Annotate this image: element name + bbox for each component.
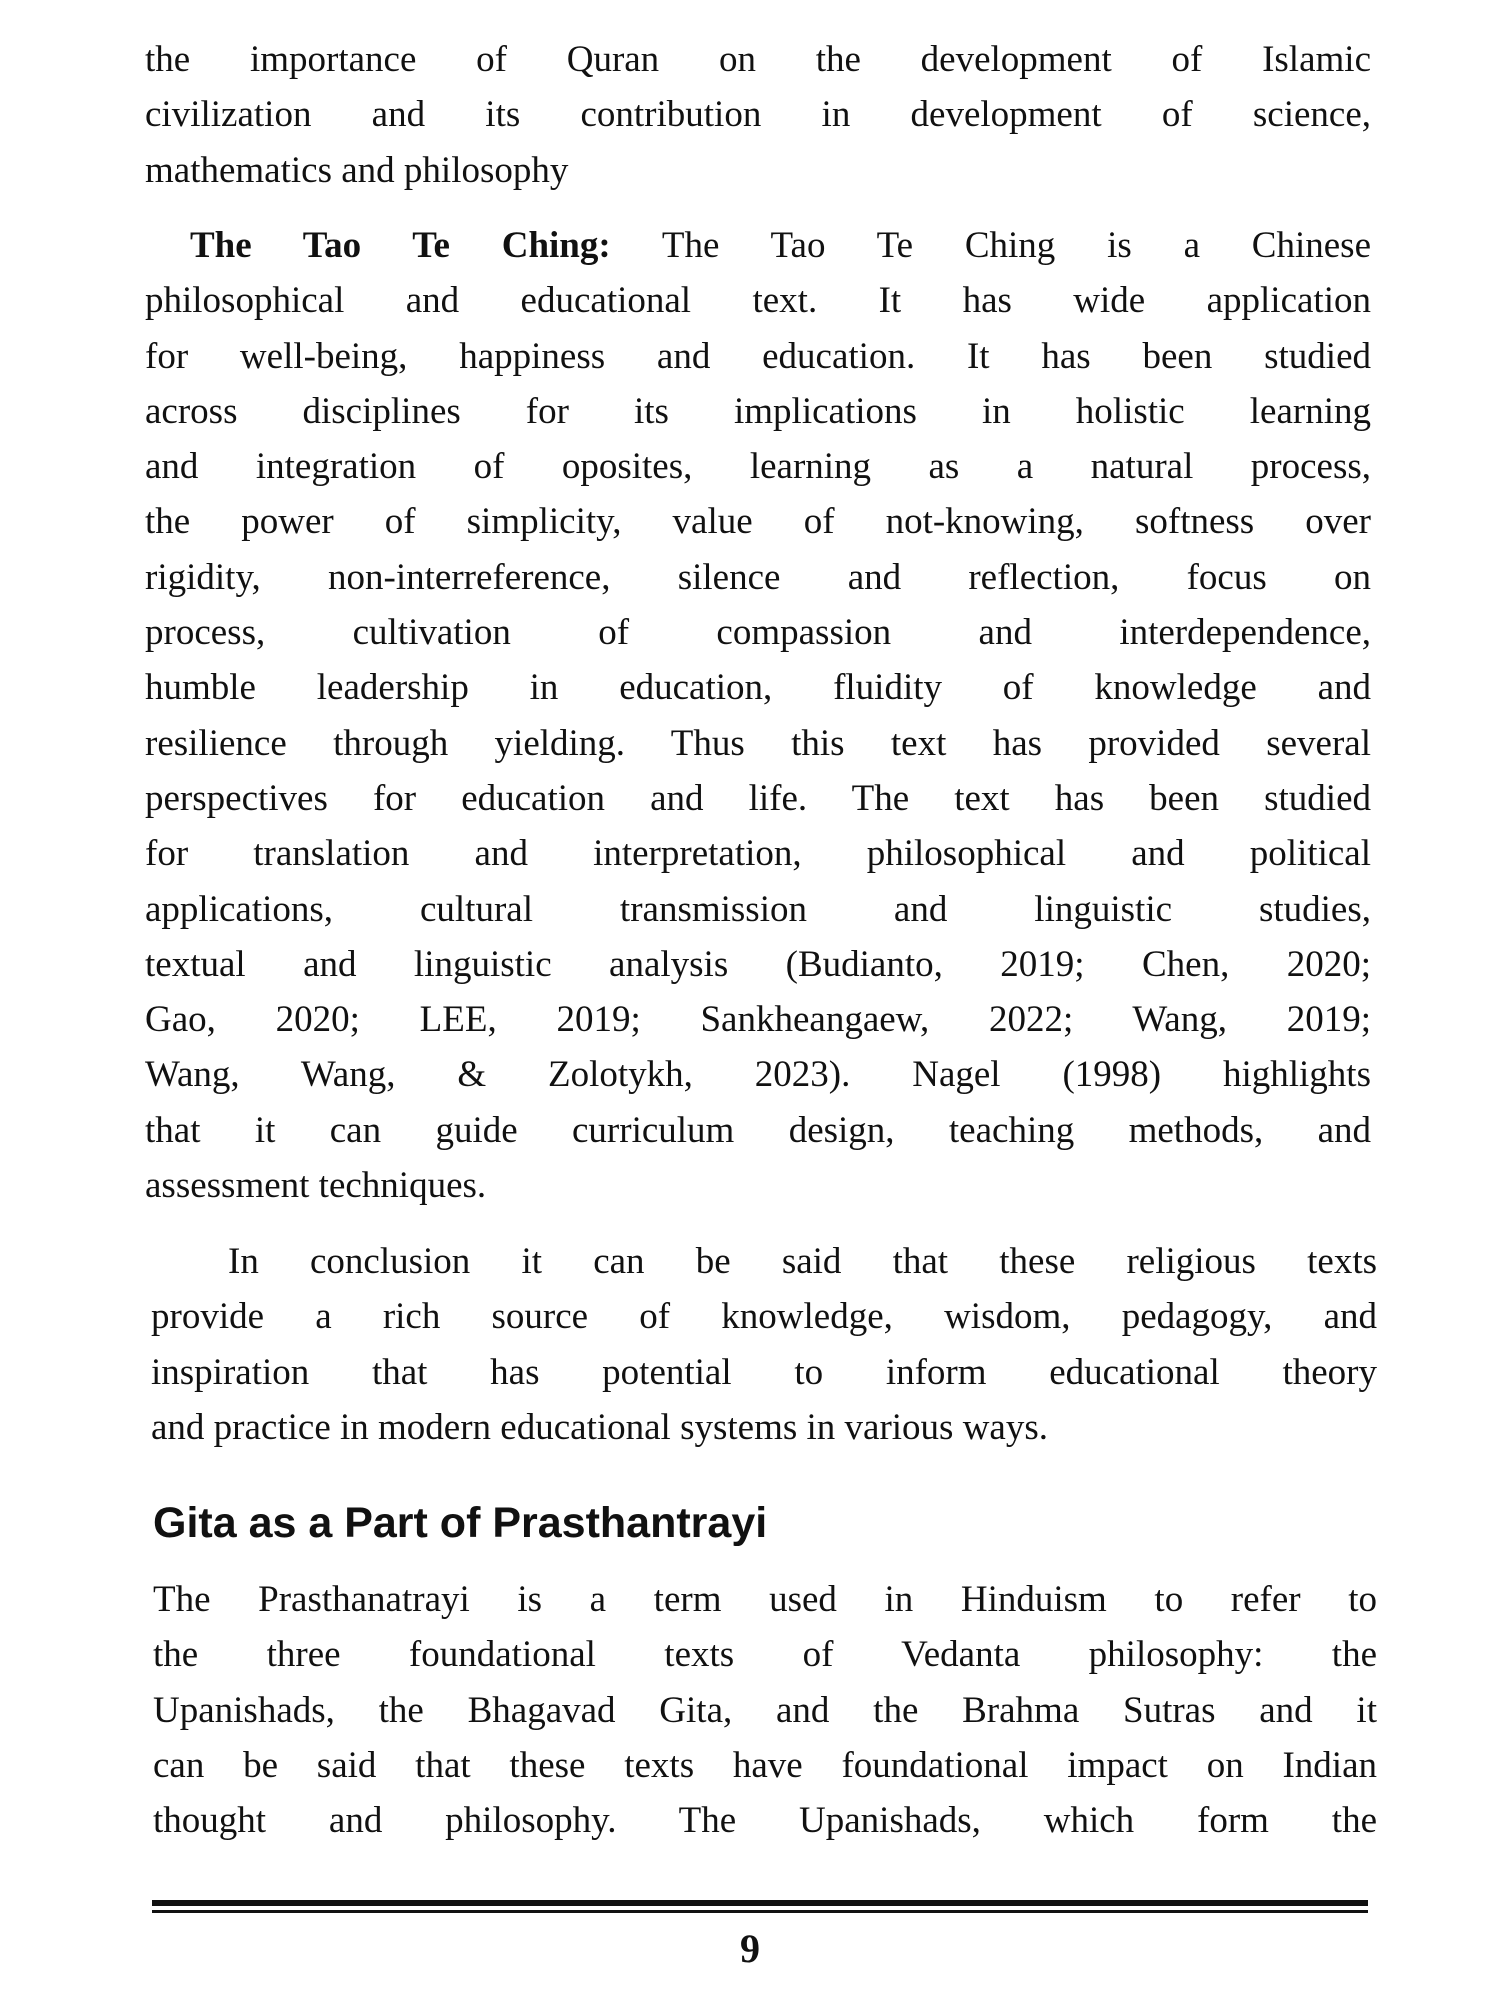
text-line: process, cultivation of compassion and interdependence,	[145, 612, 1371, 654]
text-line: across disciplines for its implications in holistic learning	[145, 390, 1371, 432]
text-line	[145, 218, 1371, 273]
text-run: The Tao Te Ching is a Chinese	[610, 225, 1371, 266]
text-line: provide a rich source of knowledge, wisdom, pedagogy, and	[151, 1296, 1377, 1338]
text-line: Gao, 2020; LEE, 2019; Sankheangaew, 2022; Wang, 2019;	[145, 999, 1371, 1041]
text-line: Wang, Wang, & Zolotykh, 2023). Nagel (1998) highlights	[145, 1054, 1371, 1096]
text-line: the three foundational texts of Vedanta philosophy: the	[153, 1634, 1377, 1676]
footer-rule-thick	[152, 1900, 1368, 1906]
text-line: In conclusion it can be said that these religious texts	[228, 1241, 1377, 1282]
text-line: applications, cultural transmission and linguistic studies,	[145, 888, 1371, 930]
text-line: philosophical and educational text. It has wide application	[145, 280, 1371, 322]
paragraph-prasthanatrayi	[153, 1572, 1377, 1848]
text-line: humble leadership in education, fluidity of knowledge and	[145, 667, 1371, 709]
text-line: The Prasthanatrayi is a term used in Hinduism to refer to	[153, 1579, 1377, 1620]
text-line: inspiration that has potential to inform educational theory	[151, 1351, 1377, 1393]
text-line: for well-being, happiness and education. It has been studied	[145, 335, 1371, 377]
text-line: perspectives for education and life. The text has been studied	[145, 777, 1371, 819]
text-line: thought and philosophy. The Upanishads, which form the	[153, 1800, 1377, 1842]
text-line: that it can guide curriculum design, teaching methods, and	[145, 1109, 1371, 1151]
text-line: civilization and its contribution in development of science,	[145, 94, 1371, 136]
text-line: assessment techniques.	[145, 1165, 487, 1207]
text-line: rigidity, non-interreference, silence and reflection, focus on	[145, 556, 1371, 598]
text-line: and practice in modern educational systems in various ways.	[151, 1406, 1048, 1448]
text-line: resilience through yielding. Thus this text has provided several	[145, 722, 1371, 764]
text-line: mathematics and philosophy	[145, 149, 569, 191]
paragraph-conclusion	[151, 1234, 1377, 1455]
text-line: the importance of Quran on the development of Islamic	[145, 39, 1371, 80]
page-number: 9	[740, 1926, 760, 1971]
text-line: and integration of oposites, learning as a natural process,	[145, 446, 1371, 488]
text-line: for translation and interpretation, philosophical and political	[145, 833, 1371, 875]
section-heading: Gita as a Part of Prasthantrayi	[153, 1499, 768, 1547]
paragraph-quran-continuation	[145, 32, 1371, 198]
paragraph-tao-te-ching	[145, 218, 1371, 1213]
run-in-heading: The Tao Te Ching:	[190, 225, 611, 266]
text-line: can be said that these texts have foundational impact on Indian	[153, 1744, 1377, 1786]
text-line: the power of simplicity, value of not-knowing, softness over	[145, 501, 1371, 543]
text-line: Upanishads, the Bhagavad Gita, and the Brahma Sutras and it	[153, 1689, 1377, 1731]
text-line: textual and linguistic analysis (Budianto, 2019; Chen, 2020;	[145, 943, 1371, 985]
footer-rule-thin	[152, 1910, 1368, 1913]
